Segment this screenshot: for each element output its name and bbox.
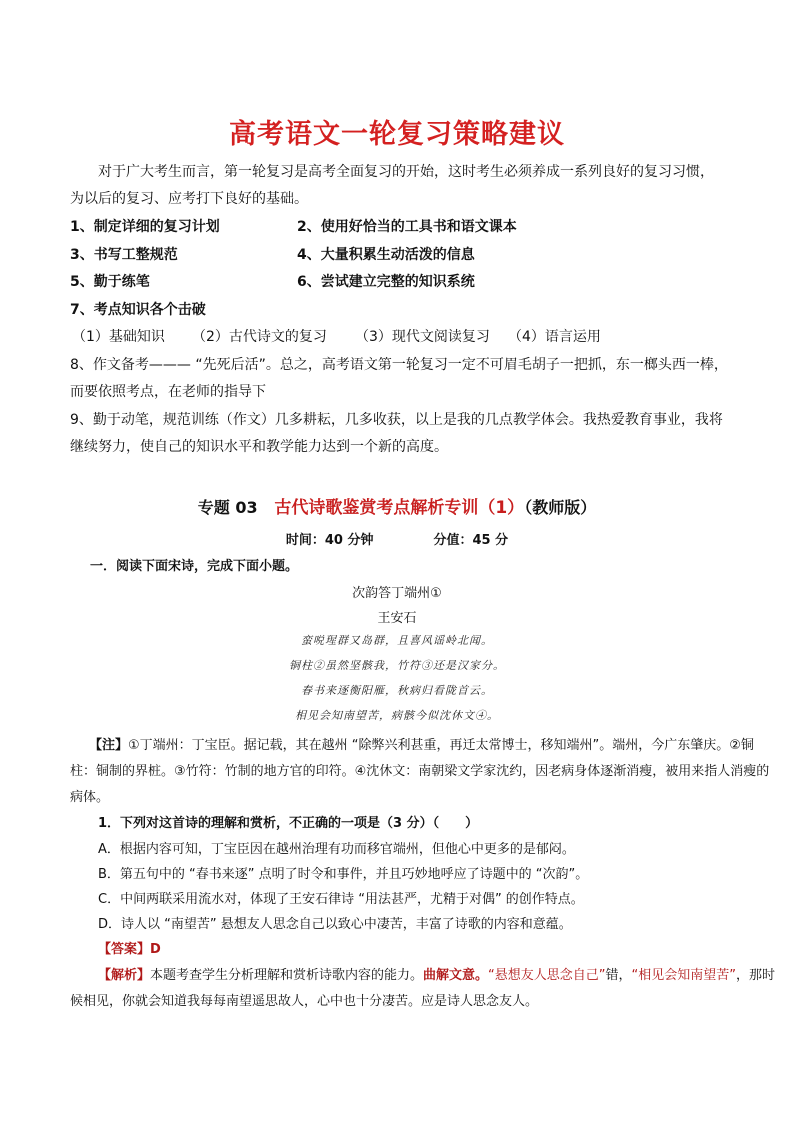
tip-7-item-1: （1）基础知识 xyxy=(72,329,165,345)
question-intro: 一．阅读下面宋诗，完成下面小题。 xyxy=(90,559,299,574)
poem-line-4: 相见会知南望苦，病骸今似沈休文④。 xyxy=(295,709,499,722)
answer xyxy=(98,938,161,957)
analysis-line-1 xyxy=(98,964,775,983)
analysis-text-2: 错， xyxy=(605,968,632,983)
tip-8-line-2: 而要依照考点，在老师的指导下 xyxy=(70,384,266,400)
analysis-text-1: 本题考查学生分析理解和赏析诗歌内容的能力。 xyxy=(150,968,424,983)
time-score-bar xyxy=(0,529,794,548)
option-c: C．中间两联采用流水对，体现了王安石律诗 “用法甚严，尤精于对偶” 的创作特点。 xyxy=(98,892,584,907)
poem-title: 次韵答丁端州① xyxy=(352,586,442,601)
section-title-text: 古代诗歌鉴赏考点解析专训（1） xyxy=(274,498,525,518)
answer-label: 【答案】 xyxy=(98,942,151,957)
option-b: B．第五句中的 “春书来逐” 点明了时令和事件，并且巧妙地呼应了诗题中的 “次韵”。 xyxy=(98,867,589,882)
analysis-bold: 曲解文意。 xyxy=(423,968,489,983)
notes-label: 【注】 xyxy=(89,738,129,753)
poem-author: 王安石 xyxy=(377,611,417,626)
tip-7-item-3: （3）现代文阅读复习 xyxy=(355,329,490,345)
section-suffix: （教师版） xyxy=(524,498,597,517)
tip-3: 3、书写工整规范 xyxy=(70,247,178,263)
notes-text-1: ①丁端州：丁宝臣。据记载，其在越州 “除弊兴利甚重，再迁太常博士，移知端州”。端州，今广东肇庆。②铜 xyxy=(128,738,754,753)
tip-7-item-2: （2）古代诗文的复习 xyxy=(192,329,327,345)
analysis-quote-1: “悬想友人思念自己” xyxy=(488,968,606,983)
poem-line-2: 铜柱②虽然坚骸我，竹符③还是汉家分。 xyxy=(289,659,505,672)
page-title: 高考语文一轮复习策略建议 xyxy=(229,119,565,150)
tip-5: 5、勤于练笔 xyxy=(70,274,150,290)
tip-7-heading: 7、考点知识各个击破 xyxy=(70,302,206,318)
score-total: 分值：45 分 xyxy=(433,533,509,548)
intro-line-2: 为以后的复习、应考打下良好的基础。 xyxy=(70,191,308,207)
analysis-label: 【解析】 xyxy=(98,968,151,983)
question-1-stem: 1．下列对这首诗的理解和赏析，不正确的一项是（3 分）（ ） xyxy=(98,816,479,831)
tip-2: 2、使用好恰当的工具书和语文课本 xyxy=(297,219,517,235)
tip-7-item-4: （4）语言运用 xyxy=(508,329,601,345)
time-limit: 时间：40 分钟 xyxy=(285,533,374,548)
analysis-line-2: 候相见，你就会知道我每每南望遥思故人，心中也十分凄苦。应是诗人思念友人。 xyxy=(70,994,539,1009)
poem-line-3: 春书来逐衡阳雁，秋病归看陇首云。 xyxy=(301,684,493,697)
tip-1: 1、制定详细的复习计划 xyxy=(70,219,220,235)
notes-line-1 xyxy=(89,734,754,753)
analysis-quote-2: “相见会知南望苦” xyxy=(631,968,737,983)
section-prefix: 专题 03 xyxy=(197,498,258,517)
tip-6: 6、尝试建立完整的知识系统 xyxy=(297,274,475,290)
notes-line-3: 病体。 xyxy=(70,790,110,805)
tip-9-line-1: 9、勤于动笔，规范训练（作文）几多耕耘，几多收获，以上是我的几点教学体会。我热爱教育事业，我将 xyxy=(70,412,723,428)
poem-line-1: 蛮哾瑆群又岛群，且喜风谣岭北闻。 xyxy=(301,634,493,647)
analysis-text-3: ，那时 xyxy=(736,968,776,983)
notes-line-2: 柱：铜制的界桩。③竹符：竹制的地方官的印符。④沈休文：南朝梁文学家沈约，因老病身体逐渐消瘦，被用来指人消瘦的 xyxy=(70,764,770,779)
section-title xyxy=(0,493,794,518)
tip-9-line-2: 继续努力，使自己的知识水平和教学能力达到一个新的高度。 xyxy=(70,439,448,455)
answer-value: D xyxy=(150,942,161,957)
option-a: A．根据内容可知，丁宝臣因在越州治理有功而移官端州，但他心中更多的是郁闷。 xyxy=(98,842,575,857)
tip-4: 4、大量积累生动活泼的信息 xyxy=(297,247,475,263)
intro-line-1: 对于广大考生而言，第一轮复习是高考全面复习的开始，这时考生必须养成一系列良好的复习习惯， xyxy=(98,164,714,180)
option-d: D．诗人以 “南望苦” 悬想友人思念自己以致心中凄苦，丰富了诗歌的内容和意蕴。 xyxy=(98,917,572,932)
tip-8-line-1: 8、作文备考——— “先死后活”。总之，高考语文第一轮复习一定不可眉毛胡子一把抓，东一榔头西一棒， xyxy=(70,357,728,373)
